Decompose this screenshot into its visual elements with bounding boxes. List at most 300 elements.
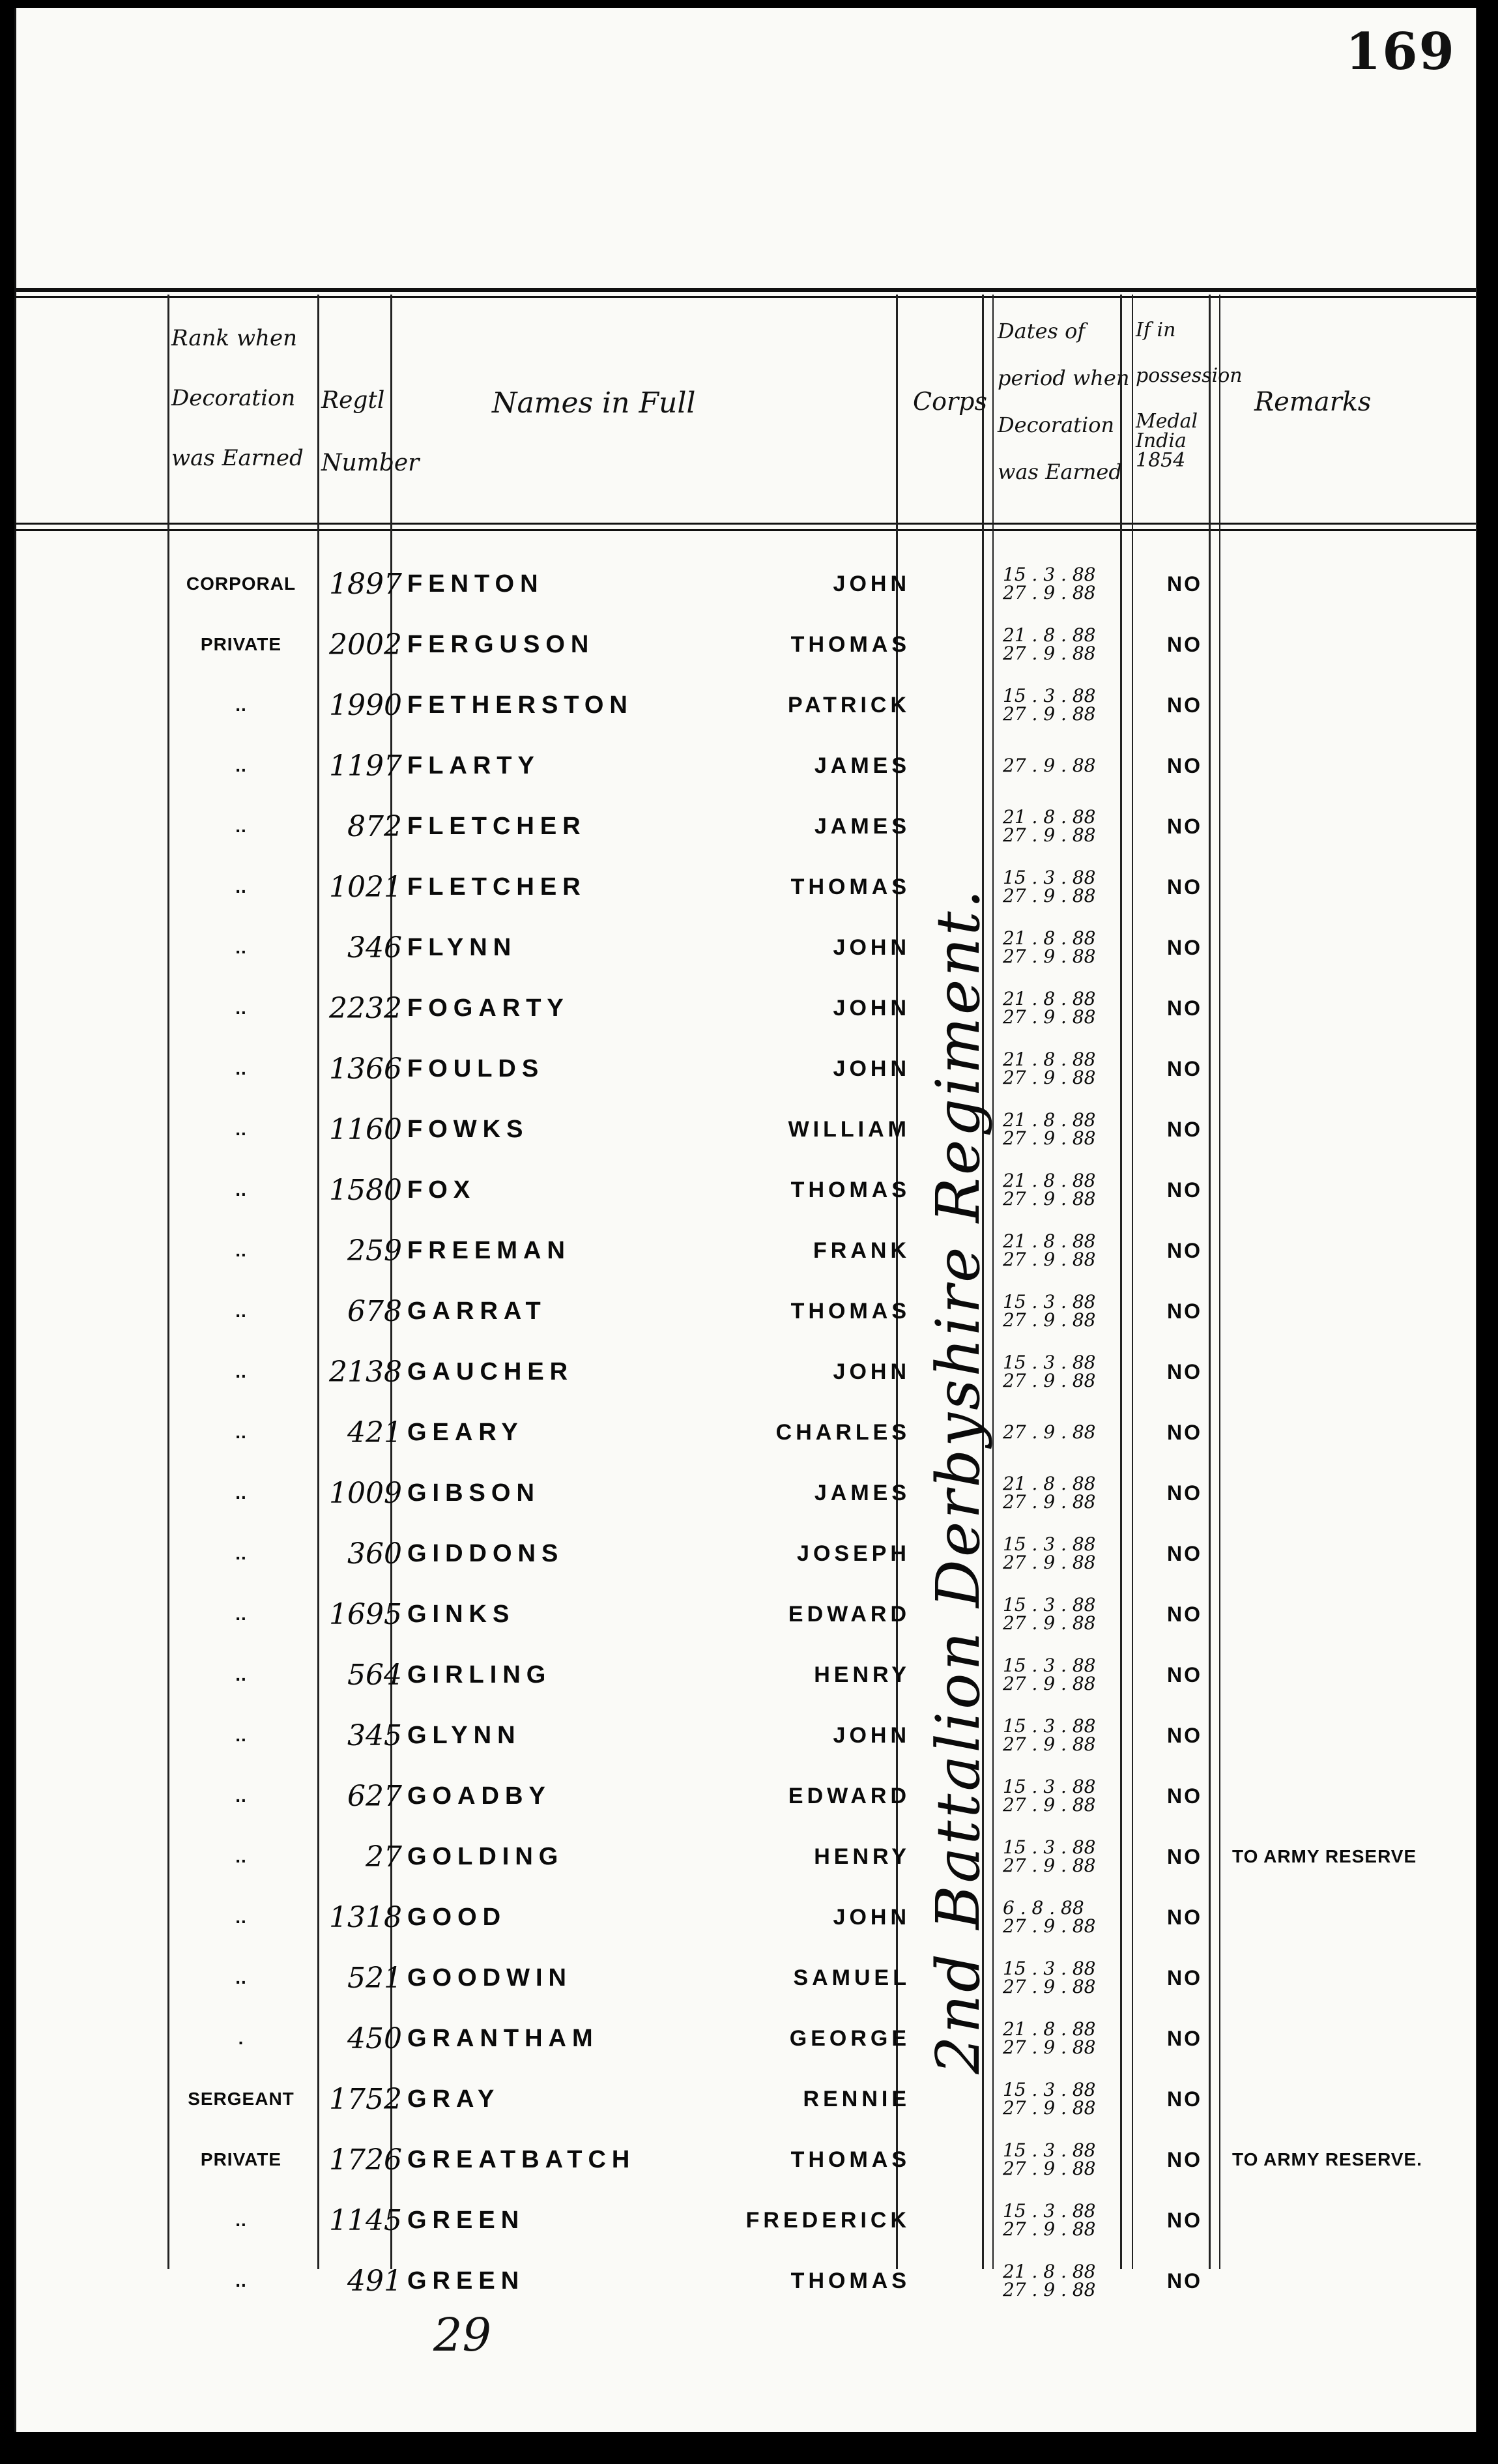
header-dates-line-3: Decoration <box>998 413 1115 437</box>
medal-cell: NO <box>1167 1784 1202 1808</box>
medal-cell: NO <box>1167 2268 1202 2293</box>
rank-cell: SERGEANT <box>188 2089 295 2109</box>
first-name-cell: RENNIE <box>803 2086 910 2111</box>
medal-cell: NO <box>1167 1117 1202 1141</box>
dates-cell <box>999 2008 1137 2068</box>
rank-cell: .. <box>235 755 247 775</box>
rank-cell: .. <box>235 1543 247 1563</box>
surname-cell: GOLDING <box>407 1842 564 1870</box>
dates-cell <box>999 1948 1137 2008</box>
page-number: 169 <box>1346 22 1456 81</box>
date-start: 15 . 3 . 88 <box>1003 1958 1096 1979</box>
date-end: 27 . 9 . 88 <box>1003 1309 1096 1331</box>
surname-cell: GIBSON <box>407 1479 540 1507</box>
date-start: 21 . 8 . 88 <box>1003 1049 1096 1070</box>
table-row <box>16 1645 1476 1705</box>
first-name-cell: JOHN <box>833 1359 910 1384</box>
surname-cell: GAUCHER <box>407 1357 574 1385</box>
table-row <box>16 1705 1476 1765</box>
header-dates-line-2: period when <box>998 366 1130 390</box>
first-name-cell: WILLIAM <box>788 1116 910 1142</box>
dates-cell <box>999 2251 1137 2311</box>
remarks-cell <box>1232 1221 1476 1281</box>
header-dates-line-1: Dates of <box>998 319 1086 343</box>
rank-cell: .. <box>235 937 247 957</box>
regtl-number-cell: 421 <box>347 1415 402 1449</box>
first-name-cell: JOHN <box>833 935 910 960</box>
remarks-cell <box>1232 615 1476 674</box>
date-end: 27 . 9 . 88 <box>1003 1249 1096 1270</box>
date-end: 27 . 9 . 88 <box>1003 2036 1096 2058</box>
date-start: 21 . 8 . 88 <box>1003 2261 1096 2282</box>
regtl-number-cell: 259 <box>347 1234 402 1268</box>
first-name-cell: THOMAS <box>790 874 910 899</box>
table-row <box>16 2130 1476 2190</box>
date-end: 27 . 9 . 88 <box>1003 1188 1096 1210</box>
header-medal <box>1136 321 1243 471</box>
regtl-number-cell: 678 <box>347 1294 402 1328</box>
first-name-cell: JAMES <box>814 1480 910 1505</box>
regtl-number-cell: 450 <box>347 2022 402 2055</box>
table-row <box>16 1948 1476 2008</box>
first-name-cell: THOMAS <box>790 1298 910 1324</box>
date-end: 27 . 9 . 88 <box>1003 582 1096 603</box>
date-end: 27 . 9 . 88 <box>1003 824 1096 846</box>
regtl-number-cell: 1160 <box>329 1112 402 1146</box>
header-regtl-number <box>321 389 419 475</box>
medal-cell: NO <box>1167 693 1202 717</box>
dates-cell <box>999 1887 1137 1947</box>
medal-cell: NO <box>1167 1965 1202 1990</box>
regtl-number-cell: 2002 <box>329 628 402 661</box>
date-start: 15 . 3 . 88 <box>1003 1352 1096 1373</box>
remarks-cell <box>1232 1160 1476 1220</box>
date-start: 15 . 3 . 88 <box>1003 1655 1096 1676</box>
date-start: 15 . 3 . 88 <box>1003 2200 1096 2222</box>
table-row <box>16 1281 1476 1341</box>
medal-cell: NO <box>1167 2208 1202 2232</box>
date-start: 15 . 3 . 88 <box>1003 2139 1096 2161</box>
surname-cell: GREATBATCH <box>407 2145 636 2173</box>
date-start: 21 . 8 . 88 <box>1003 806 1096 828</box>
regtl-number-cell: 627 <box>347 1779 402 1813</box>
date-start: 15 . 3 . 88 <box>1003 1594 1096 1616</box>
medal-cell: NO <box>1167 1359 1202 1384</box>
medal-cell: NO <box>1167 1420 1202 1444</box>
regtl-number-cell: 360 <box>347 1537 402 1571</box>
table-row <box>16 2251 1476 2311</box>
table-row <box>16 2190 1476 2250</box>
rank-cell: .. <box>235 1301 247 1321</box>
surname-cell: GOODWIN <box>407 1964 572 1992</box>
date-start: 15 . 3 . 88 <box>1003 685 1096 706</box>
surname-cell: GREEN <box>407 2206 525 2234</box>
medal-cell: NO <box>1167 2026 1202 2050</box>
date-start: 15 . 3 . 88 <box>1003 2079 1096 2100</box>
remarks-cell <box>1232 1463 1476 1523</box>
remarks-cell <box>1232 1402 1476 1462</box>
regtl-number-cell: 491 <box>347 2264 402 2298</box>
medal-cell: NO <box>1167 935 1202 959</box>
header-top-rule-2 <box>16 296 1476 298</box>
remarks-cell: TO ARMY RESERVE. <box>1232 2149 1422 2169</box>
table-row <box>16 857 1476 917</box>
dates-cell <box>999 1281 1137 1341</box>
header-names: Names in Full <box>492 386 696 420</box>
remarks-cell <box>1232 1099 1476 1159</box>
dates-cell <box>999 615 1137 674</box>
rank-cell: PRIVATE <box>200 2149 282 2169</box>
date-end: 27 . 9 . 88 <box>1003 885 1096 906</box>
rank-cell: .. <box>235 1240 247 1260</box>
first-name-cell: JAMES <box>814 753 910 778</box>
regtl-number-cell: 345 <box>347 1718 402 1752</box>
first-name-cell: FRANK <box>813 1238 910 1263</box>
regtl-number-cell: 1695 <box>329 1597 402 1631</box>
date-end: 27 . 9 . 88 <box>1003 1673 1096 1694</box>
header-bottom-rule <box>16 523 1476 525</box>
first-name-cell: JOHN <box>833 1056 910 1081</box>
table-row <box>16 1099 1476 1159</box>
surname-cell: FOULDS <box>407 1054 545 1082</box>
dates-cell <box>999 2069 1137 2129</box>
rank-cell: .. <box>235 1483 247 1503</box>
header-rank-line-1: Rank when <box>171 325 297 351</box>
regtl-number-cell: 1897 <box>329 567 402 601</box>
dates-cell <box>999 1463 1137 1523</box>
table-row <box>16 1342 1476 1402</box>
rank-cell: .. <box>235 1967 247 1988</box>
first-name-cell: HENRY <box>814 1662 910 1687</box>
surname-cell: GOADBY <box>407 1782 551 1810</box>
remarks-cell <box>1232 796 1476 856</box>
table-row <box>16 2069 1476 2129</box>
first-name-cell: SAMUEL <box>793 1965 910 1990</box>
rank-cell: .. <box>235 998 247 1018</box>
first-name-cell: EDWARD <box>788 1601 910 1627</box>
rank-cell: .. <box>235 1361 247 1382</box>
date-end: 27 . 9 . 88 <box>1003 1491 1096 1513</box>
first-name-cell: CHARLES <box>775 1419 910 1445</box>
remarks-cell <box>1232 1281 1476 1341</box>
table-row <box>16 1584 1476 1644</box>
header-remarks: Remarks <box>1254 387 1372 417</box>
dates-cell <box>999 1402 1137 1462</box>
date-end: 27 . 9 . 88 <box>1003 1794 1096 1816</box>
dates-cell <box>999 918 1137 978</box>
date-start: 15 . 3 . 88 <box>1003 564 1096 585</box>
first-name-cell: GEORGE <box>789 2025 910 2051</box>
date-start: 21 . 8 . 88 <box>1003 624 1096 646</box>
regtl-number-cell: 2232 <box>329 991 402 1025</box>
medal-cell: NO <box>1167 996 1202 1020</box>
regtl-number-cell: 1145 <box>329 2203 402 2237</box>
surname-cell: GRAY <box>407 2085 500 2113</box>
rank-cell: .. <box>235 1786 247 1806</box>
regtl-number-cell: 1752 <box>329 2082 402 2116</box>
regtl-number-cell: 521 <box>347 1961 402 1995</box>
surname-cell: GARRAT <box>407 1297 547 1325</box>
rank-cell: .. <box>235 695 247 715</box>
regtl-number-cell: 1021 <box>329 870 402 904</box>
table-row <box>16 1463 1476 1523</box>
dates-cell <box>999 1524 1137 1584</box>
header-medal-line-2: possession <box>1136 364 1243 387</box>
corps-annotation: 2nd Battalion Derbyshire Regiment. <box>923 887 993 2074</box>
date-start: 15 . 3 . 88 <box>1003 867 1096 888</box>
first-name-cell: JOHN <box>833 571 910 596</box>
medal-cell: NO <box>1167 1481 1202 1505</box>
surname-cell: GIDDONS <box>407 1539 564 1567</box>
remarks-cell <box>1232 918 1476 978</box>
date-start: 21 . 8 . 88 <box>1003 988 1096 1009</box>
margin-note: 29 <box>433 2308 492 2362</box>
header-rank-line-3: was Earned <box>171 445 304 471</box>
dates-cell <box>999 554 1137 614</box>
medal-cell: NO <box>1167 1178 1202 1202</box>
header-medal-line-1: If in <box>1136 319 1176 341</box>
remarks-cell: TO ARMY RESERVE <box>1232 1846 1417 1866</box>
rank-cell: CORPORAL <box>186 573 296 594</box>
medal-cell: NO <box>1167 1723 1202 1747</box>
header-dates-line-4: was Earned <box>998 459 1122 484</box>
date-end: 27 . 9 . 88 <box>1003 2158 1096 2179</box>
header-corps: Corps <box>913 387 987 416</box>
first-name-cell: THOMAS <box>790 2147 910 2172</box>
surname-cell: FETHERSTON <box>407 691 633 719</box>
header-medal-line-5: 1854 <box>1136 449 1186 472</box>
table-row <box>16 2008 1476 2068</box>
date-start: 15 . 3 . 88 <box>1003 1533 1096 1555</box>
date-end: 27 . 9 . 88 <box>1003 1067 1096 1088</box>
first-name-cell: JOSEPH <box>797 1541 910 1566</box>
date-end: 27 . 9 . 88 <box>1003 1612 1096 1634</box>
surname-cell: FLYNN <box>407 933 517 961</box>
surname-cell: GINKS <box>407 1600 515 1628</box>
surname-cell: GOOD <box>407 1903 507 1931</box>
table-row <box>16 554 1476 614</box>
regtl-number-cell: 2138 <box>329 1355 402 1389</box>
first-name-cell: THOMAS <box>790 2268 910 2293</box>
date-end: 27 . 9 . 88 <box>1003 1421 1096 1443</box>
remarks-cell <box>1232 1524 1476 1584</box>
remarks-cell <box>1232 857 1476 917</box>
table-row <box>16 918 1476 978</box>
medal-cell: NO <box>1167 814 1202 838</box>
dates-cell <box>999 796 1137 856</box>
rank-cell: .. <box>235 1604 247 1624</box>
medal-cell: NO <box>1167 1602 1202 1626</box>
date-end: 27 . 9 . 88 <box>1003 2218 1096 2240</box>
rank-cell: .. <box>235 1664 247 1685</box>
register-page <box>14 8 1477 2432</box>
first-name-cell: THOMAS <box>790 631 910 657</box>
rank-cell: . <box>238 2028 244 2048</box>
date-end: 27 . 9 . 88 <box>1003 755 1096 776</box>
surname-cell: GEARY <box>407 1418 524 1446</box>
dates-cell <box>999 1645 1137 1705</box>
regtl-number-cell: 564 <box>347 1658 402 1692</box>
surname-cell: FERGUSON <box>407 630 595 658</box>
table-row <box>16 1524 1476 1584</box>
table-row <box>16 1402 1476 1462</box>
dates-cell <box>999 1705 1137 1765</box>
first-name-cell: JAMES <box>814 813 910 839</box>
medal-cell: NO <box>1167 1905 1202 1929</box>
remarks-cell <box>1232 1948 1476 2008</box>
regtl-number-cell: 1197 <box>329 749 402 783</box>
medal-cell: NO <box>1167 1662 1202 1687</box>
remarks-cell <box>1232 1584 1476 1644</box>
table-row <box>16 1039 1476 1099</box>
remarks-cell <box>1232 1766 1476 1826</box>
table-row <box>16 615 1476 674</box>
medal-cell: NO <box>1167 1299 1202 1323</box>
surname-cell: FOX <box>407 1176 476 1204</box>
dates-cell <box>999 2130 1137 2190</box>
first-name-cell: EDWARD <box>788 1783 910 1808</box>
date-end: 27 . 9 . 88 <box>1003 1976 1096 1997</box>
remarks-cell <box>1232 1342 1476 1402</box>
header-bottom-rule-2 <box>16 529 1476 531</box>
regtl-number-cell: 1580 <box>329 1173 402 1207</box>
date-end: 27 . 9 . 88 <box>1003 1370 1096 1391</box>
surname-cell: FLETCHER <box>407 812 586 840</box>
header-regtl-line-1: Regtl <box>321 387 385 414</box>
date-start: 21 . 8 . 88 <box>1003 1170 1096 1191</box>
date-end: 27 . 9 . 88 <box>1003 2279 1096 2300</box>
dates-cell <box>999 1584 1137 1644</box>
rank-cell: .. <box>235 1058 247 1079</box>
table-row <box>16 1766 1476 1826</box>
first-name-cell: THOMAS <box>790 1177 910 1202</box>
rank-cell: .. <box>235 877 247 897</box>
first-name-cell: JOHN <box>833 1904 910 1930</box>
remarks-cell <box>1232 736 1476 796</box>
surname-cell: FOWKS <box>407 1115 529 1143</box>
date-end: 27 . 9 . 88 <box>1003 1915 1096 1937</box>
dates-cell <box>999 1766 1137 1826</box>
regtl-number-cell: 1990 <box>329 688 402 722</box>
first-name-cell: JOHN <box>833 995 910 1021</box>
table-row <box>16 736 1476 796</box>
surname-cell: GLYNN <box>407 1721 521 1749</box>
date-end: 27 . 9 . 88 <box>1003 946 1096 967</box>
remarks-cell <box>1232 2190 1476 2250</box>
dates-cell <box>999 736 1137 796</box>
date-start: 21 . 8 . 88 <box>1003 1473 1096 1494</box>
medal-cell: NO <box>1167 1056 1202 1080</box>
medal-cell: NO <box>1167 753 1202 777</box>
medal-cell: NO <box>1167 875 1202 899</box>
medal-cell: NO <box>1167 1844 1202 1868</box>
first-name-cell: JOHN <box>833 1722 910 1748</box>
date-end: 27 . 9 . 88 <box>1003 2097 1096 2119</box>
header-medal-line-4: India <box>1136 429 1187 452</box>
dates-cell <box>999 1039 1137 1099</box>
remarks-cell <box>1232 554 1476 614</box>
rank-cell: .. <box>235 1725 247 1745</box>
date-end: 27 . 9 . 88 <box>1003 703 1096 725</box>
dates-cell <box>999 1342 1137 1402</box>
medal-cell: NO <box>1167 632 1202 656</box>
date-end: 27 . 9 . 88 <box>1003 643 1096 664</box>
rank-cell: .. <box>235 816 247 836</box>
surname-cell: FOGARTY <box>407 994 569 1022</box>
date-start: 15 . 3 . 88 <box>1003 1776 1096 1797</box>
table-row <box>16 796 1476 856</box>
surname-cell: GREEN <box>407 2267 525 2295</box>
first-name-cell: FREDERICK <box>745 2207 910 2233</box>
rank-cell: .. <box>235 2270 247 2291</box>
surname-cell: GRANTHAM <box>407 2024 599 2052</box>
surname-cell: FLARTY <box>407 751 540 779</box>
date-start: 6 . 8 . 88 <box>1003 1897 1084 1919</box>
dates-cell <box>999 1827 1137 1887</box>
date-start: 21 . 8 . 88 <box>1003 1230 1096 1252</box>
remarks-cell <box>1232 1705 1476 1765</box>
remarks-cell <box>1232 2069 1476 2129</box>
date-end: 27 . 9 . 88 <box>1003 1006 1096 1028</box>
regtl-number-cell: 1726 <box>329 2143 402 2177</box>
date-start: 15 . 3 . 88 <box>1003 1836 1096 1858</box>
table-row <box>16 675 1476 735</box>
rank-cell: .. <box>235 1907 247 1927</box>
date-start: 21 . 8 . 88 <box>1003 927 1096 949</box>
medal-cell: NO <box>1167 572 1202 596</box>
dates-cell <box>999 1221 1137 1281</box>
header-regtl-line-2: Number <box>321 450 420 476</box>
dates-cell <box>999 675 1137 735</box>
dates-cell <box>999 1099 1137 1159</box>
header-medal-line-3: Medal <box>1136 410 1198 433</box>
table-row <box>16 1160 1476 1220</box>
rank-cell: .. <box>235 2210 247 2230</box>
first-name-cell: PATRICK <box>787 692 910 717</box>
remarks-cell <box>1232 2008 1476 2068</box>
rank-cell: .. <box>235 1422 247 1442</box>
remarks-cell <box>1232 1039 1476 1099</box>
remarks-cell <box>1232 1645 1476 1705</box>
dates-cell <box>999 2190 1137 2250</box>
date-start: 21 . 8 . 88 <box>1003 2018 1096 2040</box>
dates-cell <box>999 857 1137 917</box>
header-dates <box>998 321 1129 482</box>
medal-cell: NO <box>1167 1541 1202 1565</box>
medal-cell: NO <box>1167 2087 1202 2111</box>
table-row <box>16 1827 1476 1887</box>
medal-cell: NO <box>1167 2147 1202 2171</box>
regtl-number-cell: 1318 <box>329 1900 402 1934</box>
rank-cell: .. <box>235 1846 247 1866</box>
date-start: 15 . 3 . 88 <box>1003 1715 1096 1737</box>
remarks-cell <box>1232 675 1476 735</box>
regtl-number-cell: 27 <box>366 1840 402 1874</box>
date-start: 21 . 8 . 88 <box>1003 1109 1096 1131</box>
dates-cell <box>999 1160 1137 1220</box>
regtl-number-cell: 1366 <box>329 1052 402 1086</box>
date-end: 27 . 9 . 88 <box>1003 1733 1096 1755</box>
regtl-number-cell: 1009 <box>329 1476 402 1510</box>
surname-cell: FENTON <box>407 570 544 598</box>
header-rank-line-2: Decoration <box>171 385 296 411</box>
surname-cell: FREEMAN <box>407 1236 571 1264</box>
table-row <box>16 978 1476 1038</box>
rank-cell: .. <box>235 1119 247 1139</box>
medal-cell: NO <box>1167 1238 1202 1262</box>
date-start: 15 . 3 . 88 <box>1003 1291 1096 1312</box>
dates-cell <box>999 978 1137 1038</box>
